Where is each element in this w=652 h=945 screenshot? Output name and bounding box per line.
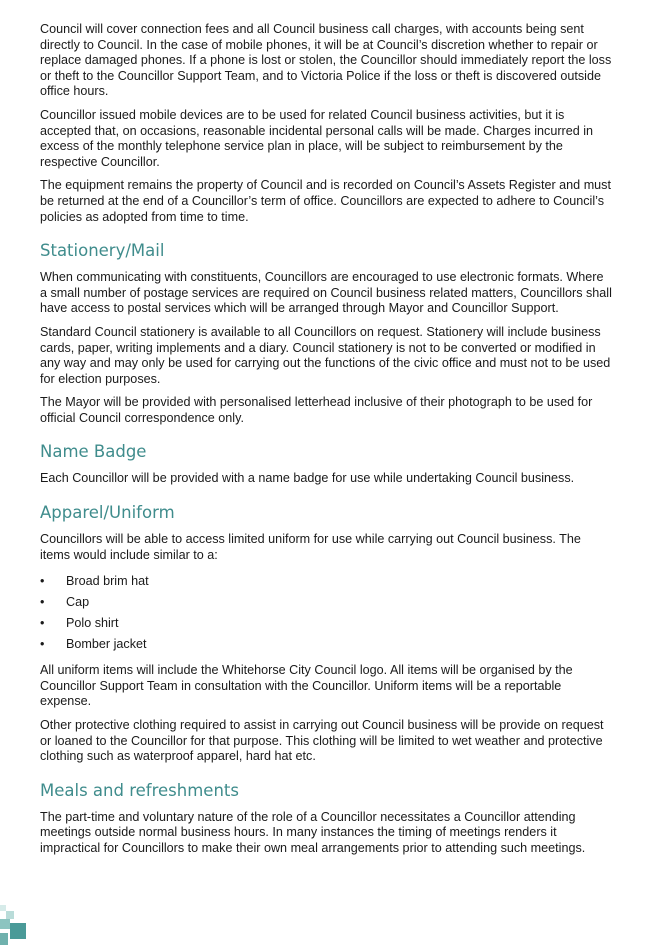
heading-apparel-uniform: Apparel/Uniform — [40, 503, 175, 523]
paragraph-electronic-formats: When communicating with constituents, Councillors are encouraged to use electronic formats. Where a small number of postage services are required on Council business related matters, Councillors shall have access to postal services which will be arranged through Mayor and Councillor Support. — [40, 270, 612, 316]
paragraph-equipment-property: The equipment remains the property of Council and is recorded on Council’s Assets Register and must be returned at the end of a Councillor’s term of office. Councillors are expected to adhere to Council’s policies as adopted from time to time. — [40, 178, 611, 224]
list-item: • Bomber jacket — [40, 634, 612, 655]
paragraph-mayor-letterhead: The Mayor will be provided with personalised letterhead inclusive of their photograph to be used for official Council correspondence only. — [40, 395, 593, 425]
paragraph-phone-charges: Council will cover connection fees and all Council business call charges, with accounts being sent directly to Council. In the case of mobile phones, it will be at Council’s discretion whether to repair or replace damaged phones. If a phone is lost or stolen, the Councillor should immediately report the loss or theft to the Councillor Support Team, and to Victoria Police if the loss or theft is discovered outside office hours. — [40, 22, 612, 99]
paragraph-standard-stationery: Standard Council stationery is available to all Councillors on request. Stationery will include business cards, paper, writing implements and a diary. Council stationery is not to be converted or modified in any way and may only be used for carrying out the functions of the civic office and must not to be used for election purposes. — [40, 324, 611, 386]
heading-name-badge: Name Badge — [40, 442, 147, 462]
list-item: • Polo shirt — [40, 613, 612, 634]
list-item: • Broad brim hat — [40, 571, 612, 592]
corner-decoration — [0, 905, 30, 945]
paragraph-meals: The part-time and voluntary nature of the role of a Councillor necessitates a Councillor attending meetings outside normal business hours. In many instances the timing of meetings renders it impractical for Councillors to make their own meal arrangements prior to attending such meetings. — [40, 809, 586, 855]
paragraph-protective-clothing: Other protective clothing required to assist in carrying out Council business will be provide on request or loaned to the Councillor for that purpose. This clothing will be limited to wet weather and protective clothing such as waterproof apparel, hard hat etc. — [40, 718, 604, 764]
uniform-items-list — [40, 571, 612, 655]
paragraph-uniform-intro: Councillors will be able to access limited uniform for use while carrying out Council business. The items would include similar to a: — [40, 532, 581, 562]
paragraph-mobile-devices: Councillor issued mobile devices are to be used for related Council business activities, but it is accepted that, on occasions, reasonable incidental personal calls will be made. Charges incurred in excess of the monthly telephone service plan in place, will be subject to reimbursement by the respective Councillor. — [40, 107, 594, 169]
list-item: • Cap — [40, 592, 612, 613]
heading-stationery-mail: Stationery/Mail — [40, 241, 165, 261]
heading-meals-refreshments: Meals and refreshments — [40, 780, 239, 800]
page-content — [40, 22, 612, 865]
paragraph-name-badge: Each Councillor will be provided with a name badge for use while undertaking Council business. — [40, 471, 575, 486]
paragraph-uniform-logo: All uniform items will include the Whitehorse City Council logo. All items will be organised by the Councillor Support Team in consultation with the Councillor. Uniform items will be a reportable expense. — [40, 663, 573, 709]
